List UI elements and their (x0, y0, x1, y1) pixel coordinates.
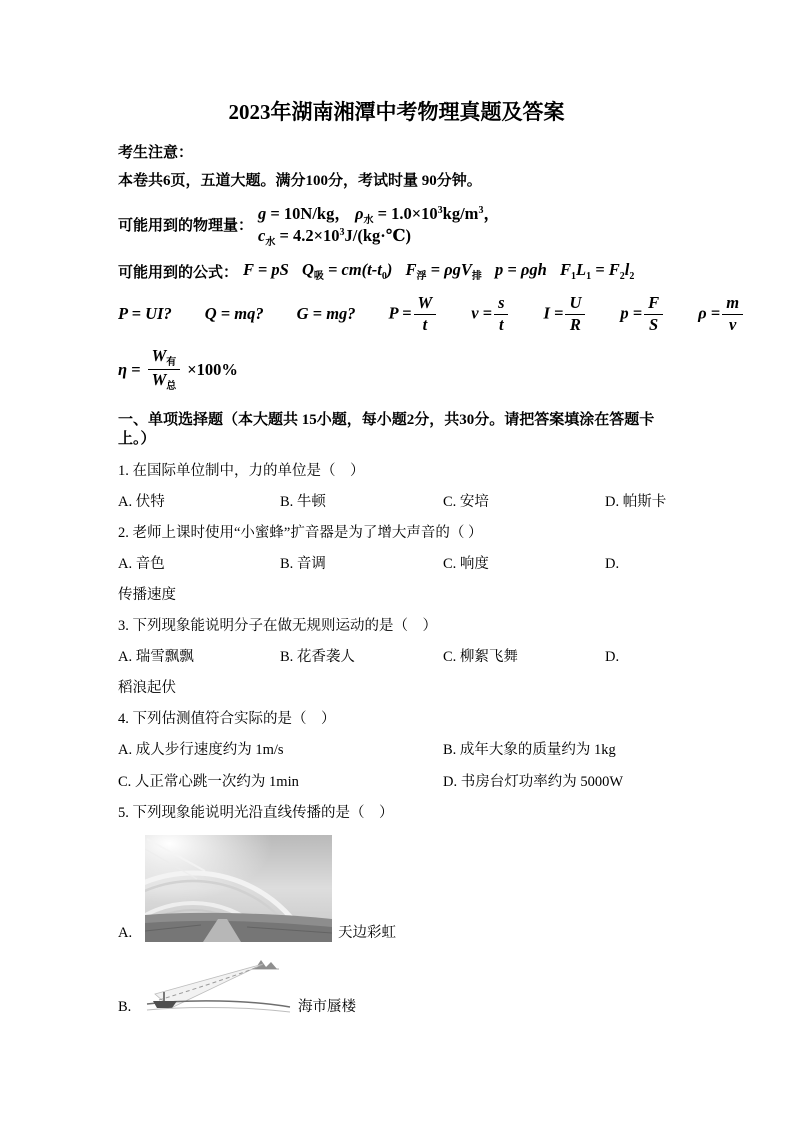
math-token: = 10N/kg， (266, 204, 351, 223)
question-5-figure-b (118, 954, 675, 1016)
math-token: g (258, 204, 267, 223)
question-4-options (118, 741, 675, 792)
formula-p-ui: P = UI? (118, 304, 172, 324)
page-title: 2023年湖南湘潭中考物理真题及答案 (228, 100, 565, 124)
quantities-formula (258, 200, 675, 248)
formula-p-fs: p = $\frac{F}{S}$ (620, 294, 665, 335)
question-4-option-c: C. 人正常心跳一次约为 1min (118, 773, 299, 790)
question-3-option-a: A. 瑞雪飘飘 (118, 648, 194, 665)
question-5-option-a-label: A. (118, 924, 133, 941)
question-1-option-a: A. 伏特 (118, 493, 165, 510)
question-5-figure-a-caption: 天边彩虹 (338, 924, 396, 941)
question-3-text: 3. 下列现象能说明分子在做无规则运动的是（ ） (118, 617, 437, 634)
question-2-text: 2. 老师上课时使用“小蜜蜂”扩音器是为了增大声音的（ ） (118, 524, 483, 541)
question-2-option-d: D. (605, 555, 620, 572)
question-2-option-b: B. 音调 (280, 555, 326, 572)
math-token: $W_总$ (151, 370, 177, 393)
question-2-option-a: A. 音色 (118, 555, 165, 572)
formula-rho-mv: ρ = $\frac{m}{v}$ (698, 294, 745, 335)
question-3-option-b: B. 花香袭人 (280, 648, 355, 665)
question-1-option-d: D. 帕斯卡 (605, 493, 667, 510)
question-4-option-d: D. 书房台灯功率约为 5000W (443, 773, 624, 790)
formula-i-ur: I = $\frac{U}{R}$ (543, 294, 587, 335)
section-heading: 一、单项选择题（本大题共 15小题，每小题2分，共30分。请把答案填涂在答题卡上。） (118, 411, 655, 447)
question-2-option-d-overflow: 传播速度 (118, 586, 176, 603)
notice-label: 考生注意： (118, 145, 194, 161)
question-2-options (118, 555, 675, 574)
formula-v-st: v = $\frac{s}{t}$ (471, 294, 510, 335)
fraction: $\frac{F}{S}$ (644, 294, 663, 335)
fraction: $\frac{W}{t}$ (414, 294, 437, 335)
question-2-option-c: C. 响度 (443, 555, 489, 572)
math-token: F = pS (243, 260, 289, 279)
question-5-text: 5. 下列现象能说明光沿直线传播的是（ ） (118, 804, 394, 821)
question-1-option-c: C. 安培 (443, 493, 489, 510)
fraction (148, 347, 181, 393)
math-token: $c_水$ = $4.2\times 10^3J/(kg\cdot℃)$ (258, 226, 412, 248)
quantities-line (118, 200, 675, 248)
math-token: $Q_吸 = cm(t-t_0)$ (301, 260, 393, 282)
math-token: $F_浮 = \rho gV_排$ (405, 260, 482, 282)
mirage-image (145, 954, 292, 1016)
formula-g-mg: G = mg? (296, 304, 356, 324)
question-3-option-d: D. (605, 648, 620, 665)
question-4-text: 4. 下列估测值符合实际的是（ ） (118, 710, 336, 727)
notice-text: 本卷共6页，五道大题。满分100分，考试时量 90分钟。 (118, 173, 482, 189)
formulas-formula (243, 260, 643, 282)
math-token: p = ρgh (495, 260, 547, 279)
formulas-label: 可能用到的公式： (118, 264, 239, 281)
question-3-options (118, 648, 675, 667)
fraction: $\frac{U}{R}$ (565, 294, 585, 335)
math-token: η = (118, 359, 141, 379)
question-5-figure-b-caption: 海市蜃楼 (298, 998, 356, 1015)
quantities-label: 可能用到的物理量： (118, 217, 254, 234)
question-1-options (118, 493, 675, 512)
math-token: ×100% (187, 359, 238, 379)
question-4-option-a: A. 成人步行速度约为 1m/s (118, 741, 284, 758)
question-4-option-b: B. 成年大象的质量约为 1kg (443, 741, 616, 758)
math-token: $W_有$ (148, 347, 181, 371)
question-1-text: 1. 在国际单位制中，力的单位是（ ） (118, 462, 365, 479)
fraction: $\frac{s}{t}$ (494, 294, 508, 335)
question-3-option-d-overflow: 稻浪起伏 (118, 679, 176, 696)
question-3-option-c: C. 柳絮飞舞 (443, 648, 518, 665)
math-token: $\rho_水 = 1.0\times 10^3kg/m^3$， (354, 204, 500, 226)
fraction: $\frac{m}{v}$ (722, 294, 743, 335)
rainbow-image (145, 835, 332, 942)
question-5-option-b-label: B. (118, 998, 132, 1015)
question-5-figure-a (118, 835, 675, 942)
efficiency-formula (118, 347, 675, 393)
question-1-option-b: B. 牛顿 (280, 493, 326, 510)
formula-fraction-row (118, 293, 740, 335)
formula-p-wt: P = $\frac{W}{t}$ (389, 294, 439, 335)
formula-q-mq: Q = mq? (204, 304, 264, 324)
math-token: $F_1L_1 = F_2l_2$ (559, 260, 635, 282)
formulas-line (118, 260, 675, 282)
